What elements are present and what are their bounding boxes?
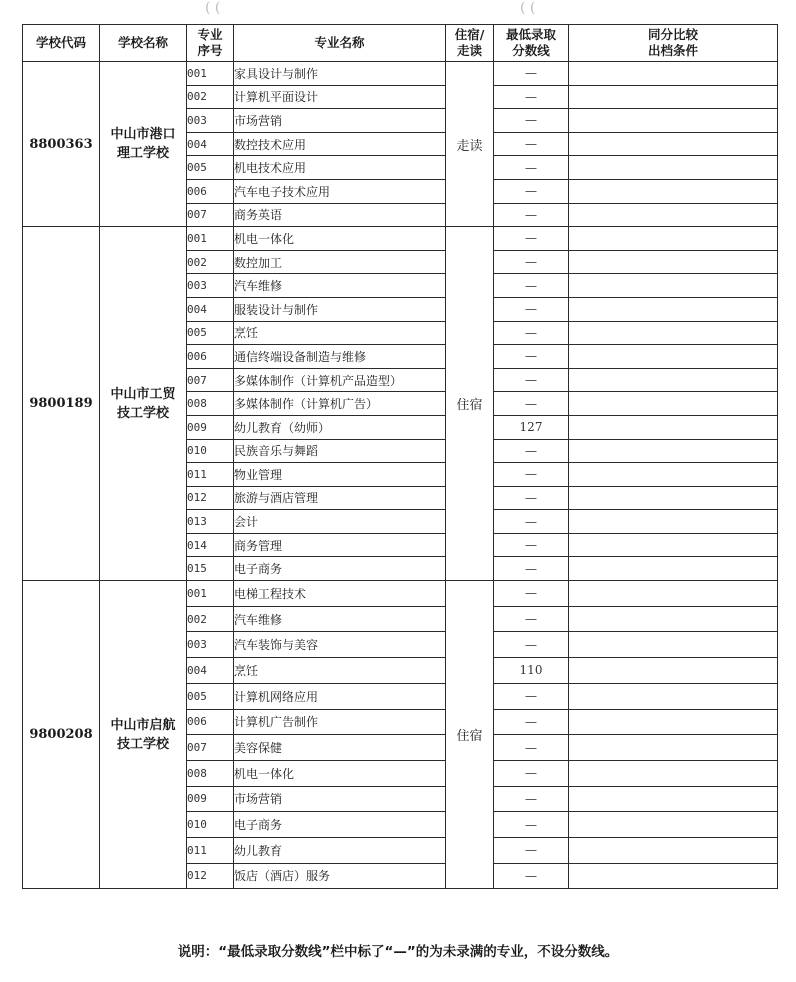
tie-break-condition <box>569 863 778 889</box>
tie-break-condition <box>569 274 778 298</box>
table-row <box>23 62 778 86</box>
min-score: — <box>494 85 569 109</box>
min-score: — <box>494 250 569 274</box>
major-seq: 004 <box>187 132 234 156</box>
major-seq: 007 <box>187 368 234 392</box>
major-name: 数控加工 <box>234 250 446 274</box>
tie-break-condition <box>569 533 778 557</box>
admission-table <box>22 24 778 889</box>
major-name: 电子商务 <box>234 557 446 581</box>
tie-break-condition <box>569 658 778 684</box>
min-score: — <box>494 486 569 510</box>
header-major: 专业名称 <box>234 25 446 62</box>
min-score: — <box>494 510 569 534</box>
tie-break-condition <box>569 109 778 133</box>
major-name: 商务管理 <box>234 533 446 557</box>
major-name: 烹饪 <box>234 321 446 345</box>
stay-type: 走读 <box>446 62 494 227</box>
school-name-line: 技工学校 <box>116 736 169 752</box>
tie-break-condition <box>569 683 778 709</box>
major-seq: 014 <box>187 533 234 557</box>
min-score: — <box>494 632 569 658</box>
min-score: — <box>494 533 569 557</box>
table-row <box>23 581 778 607</box>
school-name-line: 技工学校 <box>116 405 169 421</box>
major-seq: 003 <box>187 274 234 298</box>
min-score: — <box>494 735 569 761</box>
major-seq: 007 <box>187 735 234 761</box>
major-seq: 012 <box>187 486 234 510</box>
tie-break-condition <box>569 760 778 786</box>
school-name <box>100 62 187 227</box>
min-score: — <box>494 368 569 392</box>
major-name: 机电技术应用 <box>234 156 446 180</box>
major-name: 市场营销 <box>234 786 446 812</box>
min-score: — <box>494 606 569 632</box>
major-seq: 013 <box>187 510 234 534</box>
major-seq: 009 <box>187 786 234 812</box>
major-name: 烹饪 <box>234 658 446 684</box>
min-score: — <box>494 863 569 889</box>
major-seq: 008 <box>187 760 234 786</box>
min-score: — <box>494 786 569 812</box>
school-code: 8800363 <box>23 62 100 227</box>
major-name: 旅游与酒店管理 <box>234 486 446 510</box>
tie-break-condition <box>569 709 778 735</box>
min-score: — <box>494 683 569 709</box>
header-row <box>23 25 778 62</box>
tie-break-condition <box>569 62 778 86</box>
major-seq: 009 <box>187 415 234 439</box>
min-score: — <box>494 837 569 863</box>
major-seq: 011 <box>187 837 234 863</box>
tie-break-condition <box>569 132 778 156</box>
major-name: 汽车装饰与美容 <box>234 632 446 658</box>
major-name: 饭店（酒店）服务 <box>234 863 446 889</box>
tie-break-condition <box>569 463 778 487</box>
tie-break-condition <box>569 735 778 761</box>
table-body <box>23 62 778 889</box>
tie-break-condition <box>569 415 778 439</box>
min-score: — <box>494 62 569 86</box>
min-score: — <box>494 227 569 251</box>
major-seq: 011 <box>187 463 234 487</box>
major-seq: 001 <box>187 227 234 251</box>
header-seq: 专业 序号 <box>187 25 234 62</box>
major-seq: 004 <box>187 658 234 684</box>
major-name: 计算机广告制作 <box>234 709 446 735</box>
tie-break-condition <box>569 510 778 534</box>
major-seq: 006 <box>187 709 234 735</box>
major-name: 电梯工程技术 <box>234 581 446 607</box>
min-score: — <box>494 581 569 607</box>
major-name: 物业管理 <box>234 463 446 487</box>
major-name: 多媒体制作（计算机产品造型） <box>234 368 446 392</box>
tie-break-condition <box>569 439 778 463</box>
major-name: 美容保健 <box>234 735 446 761</box>
tie-break-condition <box>569 345 778 369</box>
school-name-line: 理工学校 <box>116 146 169 162</box>
min-score: 127 <box>494 415 569 439</box>
min-score: — <box>494 109 569 133</box>
major-name: 电子商务 <box>234 812 446 838</box>
scan-artifact: ( ( <box>205 0 221 16</box>
major-seq: 002 <box>187 250 234 274</box>
tie-break-condition <box>569 179 778 203</box>
stay-type: 住宿 <box>446 227 494 581</box>
min-score: — <box>494 392 569 416</box>
min-score: — <box>494 760 569 786</box>
school-name <box>100 227 187 581</box>
scan-artifact: ( ( <box>520 0 536 16</box>
header-school-code: 学校代码 <box>23 25 100 62</box>
tie-break-condition <box>569 786 778 812</box>
min-score: — <box>494 463 569 487</box>
major-seq: 005 <box>187 321 234 345</box>
tie-break-condition <box>569 85 778 109</box>
tie-break-condition <box>569 250 778 274</box>
min-score: — <box>494 179 569 203</box>
major-seq: 012 <box>187 863 234 889</box>
major-seq: 003 <box>187 109 234 133</box>
major-seq: 002 <box>187 85 234 109</box>
tie-break-condition <box>569 392 778 416</box>
min-score: 110 <box>494 658 569 684</box>
major-name: 商务英语 <box>234 203 446 227</box>
major-name: 幼儿教育（幼师） <box>234 415 446 439</box>
min-score: — <box>494 203 569 227</box>
major-name: 数控技术应用 <box>234 132 446 156</box>
major-seq: 005 <box>187 156 234 180</box>
tie-break-condition <box>569 632 778 658</box>
tie-break-condition <box>569 297 778 321</box>
footnote: 说明：“最低录取分数线”栏中标了“—”的为未录满的专业，不设分数线。 <box>177 944 619 960</box>
major-name: 市场营销 <box>234 109 446 133</box>
tie-break-condition <box>569 837 778 863</box>
major-name: 服装设计与制作 <box>234 297 446 321</box>
major-name: 汽车维修 <box>234 274 446 298</box>
min-score: — <box>494 297 569 321</box>
major-name: 通信终端设备制造与维修 <box>234 345 446 369</box>
major-seq: 006 <box>187 179 234 203</box>
min-score: — <box>494 132 569 156</box>
major-name: 机电一体化 <box>234 227 446 251</box>
major-name: 计算机网络应用 <box>234 683 446 709</box>
tie-break-condition <box>569 486 778 510</box>
table-row <box>23 227 778 251</box>
tie-break-condition <box>569 203 778 227</box>
min-score: — <box>494 345 569 369</box>
header-tie-break: 同分比较 出档条件 <box>569 25 778 62</box>
tie-break-condition <box>569 321 778 345</box>
major-seq: 008 <box>187 392 234 416</box>
tie-break-condition <box>569 368 778 392</box>
tie-break-condition <box>569 227 778 251</box>
major-seq: 015 <box>187 557 234 581</box>
min-score: — <box>494 321 569 345</box>
major-name: 多媒体制作（计算机广告） <box>234 392 446 416</box>
school-name-line: 中山市启航 <box>110 717 176 733</box>
school-code: 9800189 <box>23 227 100 581</box>
major-seq: 001 <box>187 62 234 86</box>
tie-break-condition <box>569 606 778 632</box>
major-seq: 001 <box>187 581 234 607</box>
major-seq: 005 <box>187 683 234 709</box>
major-name: 汽车维修 <box>234 606 446 632</box>
major-seq: 003 <box>187 632 234 658</box>
major-seq: 010 <box>187 812 234 838</box>
school-name-line: 中山市港口 <box>110 127 176 143</box>
tie-break-condition <box>569 557 778 581</box>
major-name: 计算机平面设计 <box>234 85 446 109</box>
tie-break-condition <box>569 156 778 180</box>
major-seq: 002 <box>187 606 234 632</box>
min-score: — <box>494 812 569 838</box>
school-name <box>100 581 187 889</box>
major-name: 家具设计与制作 <box>234 62 446 86</box>
major-seq: 010 <box>187 439 234 463</box>
header-stay: 住宿/ 走读 <box>446 25 494 62</box>
major-name: 会计 <box>234 510 446 534</box>
min-score: — <box>494 274 569 298</box>
header-min-score: 最低录取 分数线 <box>494 25 569 62</box>
major-seq: 004 <box>187 297 234 321</box>
major-name: 幼儿教育 <box>234 837 446 863</box>
major-seq: 006 <box>187 345 234 369</box>
school-code: 9800208 <box>23 581 100 889</box>
tie-break-condition <box>569 812 778 838</box>
min-score: — <box>494 557 569 581</box>
school-name-line: 中山市工贸 <box>110 386 176 402</box>
major-seq: 007 <box>187 203 234 227</box>
tie-break-condition <box>569 581 778 607</box>
header-school-name: 学校名称 <box>100 25 187 62</box>
stay-type: 住宿 <box>446 581 494 889</box>
min-score: — <box>494 439 569 463</box>
min-score: — <box>494 156 569 180</box>
major-name: 民族音乐与舞蹈 <box>234 439 446 463</box>
major-name: 汽车电子技术应用 <box>234 179 446 203</box>
major-name: 机电一体化 <box>234 760 446 786</box>
min-score: — <box>494 709 569 735</box>
